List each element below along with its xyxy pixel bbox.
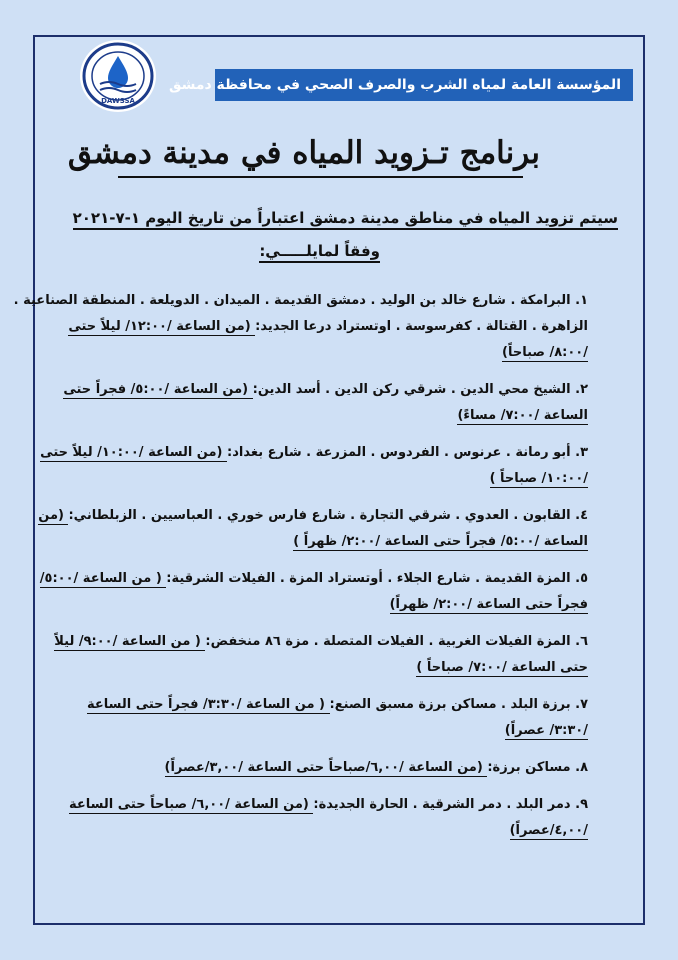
schedule-item xyxy=(70,792,588,844)
schedule-item-line xyxy=(70,592,588,618)
schedule-item-line xyxy=(70,818,588,844)
schedule-item-line xyxy=(70,692,588,718)
supply-hours: (من الساعة /٥:٠٠/ فجراً حتى xyxy=(63,382,253,397)
schedule-item-line xyxy=(40,440,588,466)
schedule-item xyxy=(70,692,588,744)
schedule-list xyxy=(13,288,588,855)
page-title: برنامج تـزويد المياه في مدينة دمشق xyxy=(67,135,540,171)
supply-hours: فجراً حتى الساعة /٢:٠٠/ ظهراً) xyxy=(389,597,588,612)
schedule-item-line xyxy=(13,288,588,314)
area-names: ٢. الشيخ محي الدين . شرقي ركن الدين . أسد الدين: xyxy=(252,382,588,397)
area-names: ٧. برزة البلد . مساكن برزة مسبق الصنع: xyxy=(329,697,588,712)
title-underline xyxy=(118,176,523,178)
schedule-item-line xyxy=(39,566,588,592)
schedule-item-line xyxy=(63,377,588,403)
supply-hours: /٨:٠٠/ صباحاً) xyxy=(502,345,588,360)
area-names: ٤. القابون . العدوي . شرقي التجارة . شارع فارس خوري . العباسيين . الزبلطاني: xyxy=(68,508,588,523)
schedule-item-line xyxy=(70,340,588,366)
intro-line-2: وفقاً لمايلـــــي: xyxy=(240,238,380,264)
supply-hours: (من الساعة /١٢:٠٠/ ليلاً حتى xyxy=(68,319,256,334)
schedule-item-line xyxy=(38,503,588,529)
supply-hours: /٤,٠٠/عصراً) xyxy=(509,823,588,838)
supply-hours: ( من الساعة /٥:٠٠/ xyxy=(39,571,167,586)
supply-hours: (من الساعة /٦,٠٠/صباحاً حتى الساعة /٣,٠٠/عصراً) xyxy=(164,760,488,775)
area-names: ٣. أبو رمانة . عرنوس . الفردوس . المزرعة . شارع بغداد: xyxy=(227,445,588,460)
schedule-item xyxy=(13,288,588,366)
supply-hours: ( من الساعة /٣:٣٠/ فجراً حتى الساعة xyxy=(86,697,330,712)
supply-hours: (من الساعة /٦,٠٠/ صباحاً حتى الساعة xyxy=(69,797,314,812)
schedule-item-line xyxy=(54,629,588,655)
supply-hours: حتى الساعة /٧:٠٠/ صباحاً ) xyxy=(416,660,588,675)
schedule-item-line xyxy=(70,314,588,340)
schedule-item-line xyxy=(70,403,588,429)
schedule-item xyxy=(40,440,588,492)
supply-hours: الساعة /٧:٠٠/ مساءً) xyxy=(457,408,588,423)
supply-hours: ( من الساعة /٩:٠٠/ ليلاً xyxy=(54,634,206,649)
schedule-item-line xyxy=(70,755,588,781)
organization-logo xyxy=(80,40,156,112)
schedule-item-line xyxy=(70,792,588,818)
schedule-item-line xyxy=(70,466,588,492)
organization-banner: المؤسسة العامة لمياه الشرب والصرف الصحي في محافظة دمشق xyxy=(215,69,633,101)
area-names: ٦. المزة الفيلات الغربية . الفيلات المتصلة . مزة ٨٦ منخفض: xyxy=(205,634,588,649)
schedule-item-line xyxy=(70,655,588,681)
logo-text: DAWSSA xyxy=(101,97,135,105)
schedule-item xyxy=(54,629,588,681)
supply-hours: (من الساعة /١٠:٠٠/ ليلاً حتى xyxy=(40,445,228,460)
supply-hours: الساعة /٥:٠٠/ فجراً حتى الساعة /٢:٠٠/ ظهراً ) xyxy=(293,534,588,549)
supply-hours: /٣:٣٠/ عصراً) xyxy=(504,723,588,738)
water-drop-seal-icon xyxy=(80,40,156,112)
supply-hours: /١٠:٠٠/ صباحاً ) xyxy=(489,471,588,486)
schedule-item xyxy=(38,503,588,555)
schedule-item xyxy=(70,755,588,781)
supply-hours: (من xyxy=(38,508,69,523)
area-names: ٩. دمر البلد . دمر الشرقية . الحارة الجديدة: xyxy=(313,797,588,812)
schedule-item xyxy=(39,566,588,618)
area-names: ٨. مساكن برزة: xyxy=(487,760,588,775)
area-names: ١. البرامكة . شارع خالد بن الوليد . دمشق القديمة . الميدان . الدويلعة . المنطقة الصناعية . xyxy=(13,293,588,308)
area-names: ٥. المزة القديمة . شارع الجلاء . أوتستراد المزة . الفيلات الشرقية: xyxy=(166,571,588,586)
intro-line-1: سيتم تزويد المياه في مناطق مدينة دمشق اعتباراً من تاريخ اليوم ١-٧-٢٠٢١ xyxy=(84,205,618,231)
area-names: الزاهرة . القتالة . كفرسوسة . اوتستراد درعا الجديد: xyxy=(255,319,588,334)
schedule-item-line xyxy=(70,529,588,555)
schedule-item-line xyxy=(70,718,588,744)
schedule-item xyxy=(63,377,588,429)
